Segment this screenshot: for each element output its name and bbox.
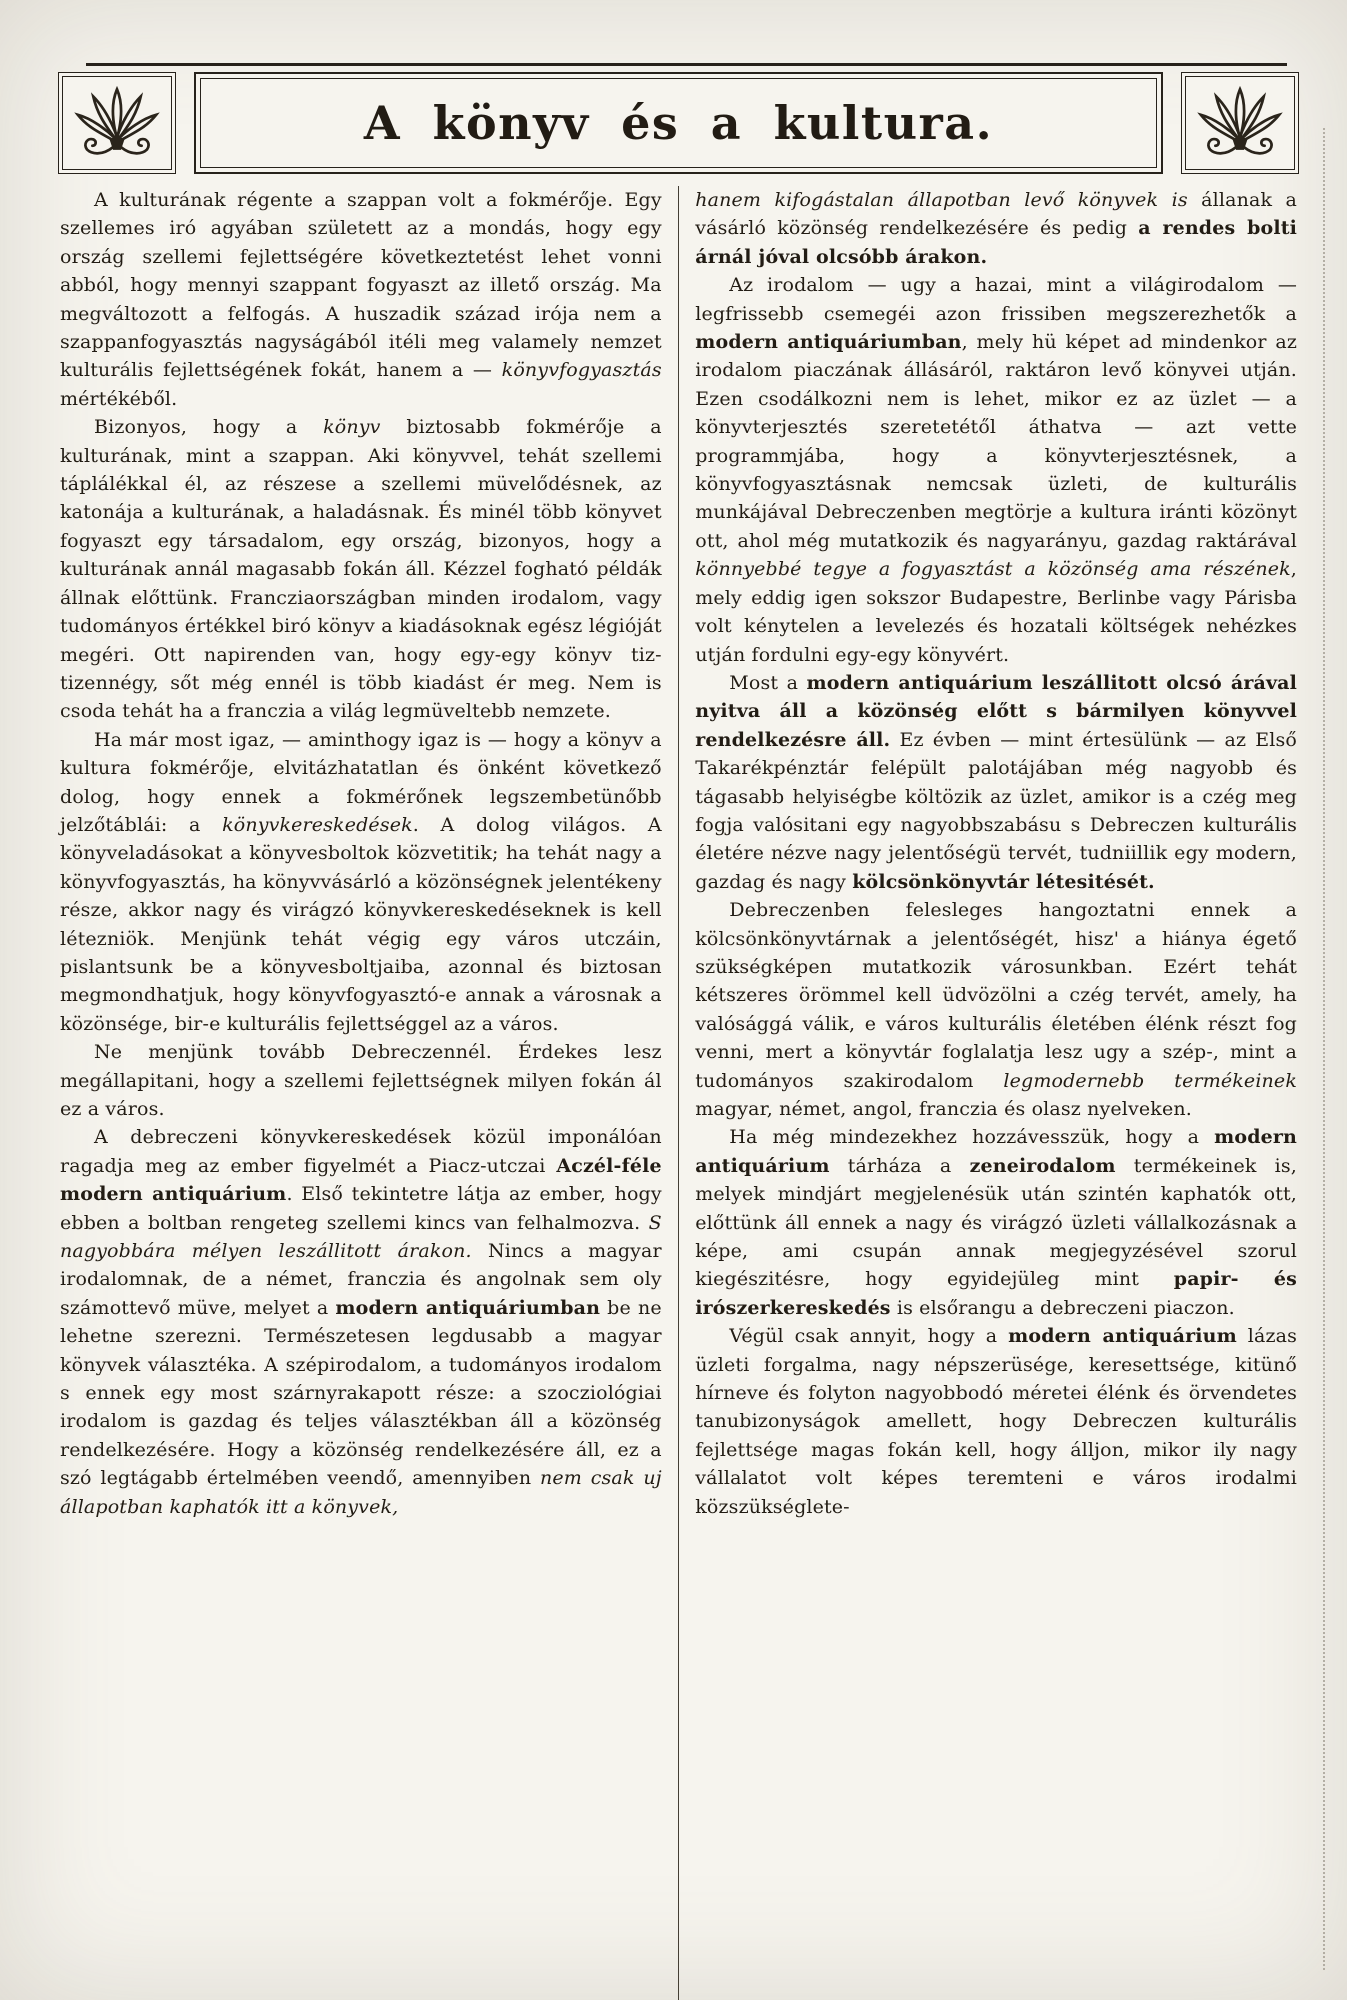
text-run: könyv (323, 416, 381, 439)
text-run: Ha már most igaz, — aminthogy igaz is — hogy a könyv a kultura fokmérője, elvitázhatatlan és önként következő dolog, hogy ennek a fokmérőnek legszembetünőbb jelzőtáblái: a (60, 728, 662, 836)
text-run: . A dolog világos. A könyveladásokat a könyvesboltok közvetitik; ha tehát nagy a könyvfogyasztás, ha könyvvásárló a közönségnek jelentékeny része, akkor nagy és virágzó könyvkereskedéseknek is kell létezniök. Menjünk tehát végig egy város utczáin, pislantsunk be a könyvesboltjaiba, azonnal és biztosan megmondhatjuk, hogy könyvfogyasztó-e annak a városnak a közönsége, bir-e kulturális fejlettséggel az a város. (60, 813, 662, 1035)
floral-ornament-icon (1194, 82, 1286, 164)
text-run: Aczél-féle modern antiquárium (60, 1154, 662, 1206)
text-run: Debreczenben felesleges hangoztatni ennek a kölcsönkönyvtárnak a jelentőségét, hisz' a hiánya égető szükségképen mutatkozik városunkban. Ezért tehát kétszeres örömmel kell üdvözölni a czég tervét, amely, ha valósággá válik, e város kulturális életében élénk részt fog venni, mert a könyvtár foglalatja lesz ugy a szép-, mint a tudományos szakirodalom (695, 899, 1297, 1092)
ornament-left (58, 72, 176, 174)
floral-ornament-icon (71, 82, 163, 164)
text-run: , mely eddig igen sokszor Budapestre, Berlinbe vagy Párisba volt kénytelen a levelezés és hozatali költségek nehézkes utján fordulni egy-egy könyvért. (695, 558, 1297, 666)
article-body (60, 186, 1297, 2000)
ornament-right-inner (1185, 76, 1295, 170)
paragraph (60, 413, 662, 725)
scan-edge-artifact (1323, 128, 1325, 1970)
text-run: , mely hü képet ad mindenkor az irodalom piaczának állásáról, raktáron levő könyvei utján. Ezen csodálkozni nem is lehet, mikor ez az üzlet — a könyvterjesztés szeretetétől áthatva — azt vette programmjába, hogy a könyvterjesztésnek, a könyvfogyasztásnak nemcsak üzleti, de kulturális munkájával Debreczenben megtörje a kultura iránti közönyt ott, ahol még mutatkozik és nagyarányu, gazdag raktárával (695, 331, 1298, 552)
text-run: modern antiquárium (695, 1126, 1297, 1177)
top-rule (86, 63, 1287, 66)
paragraph (695, 186, 1297, 271)
title-box (194, 72, 1163, 174)
paragraph (60, 726, 662, 1038)
text-run: zeneirodalom (969, 1154, 1116, 1177)
ornament-right (1181, 72, 1299, 174)
text-run: Végül csak annyit, hogy a (729, 1325, 1009, 1348)
text-run: be ne lehetne szerezni. Természetesen legdusabb a magyar könyvek választéka. A szépirodalom, a tudományos irodalom s ennek egy most szárnyrakapott része: a szocziológiai irodalom is gazdag és teljes választékban áll a közönség rendelkezésére. Hogy a közönség rendelkezésére áll, ez a szó legtágabb értelmében veendő, amennyiben (60, 1296, 662, 1490)
text-run: könnyebbé tegye a fogyasztást a közönség ama részének (695, 558, 1291, 581)
title-box-inner (200, 78, 1157, 168)
text-run: hanem kifogástalan állapotban levő könyvek is (695, 189, 1188, 211)
text-run: Ha még mindezekhez hozzávesszük, hogy a (729, 1126, 1215, 1149)
paragraph (60, 1038, 662, 1123)
text-run: Ne menjünk tovább Debreczennél. Érdekes lesz megállapitani, hogy a szellemi fejlettségnek milyen fokán ál ez a város. (60, 1041, 662, 1120)
text-run: . Első tekintetre látja az ember, hogy ebben a boltban rengeteg szellemi kincs van felhalmozva. (60, 1183, 662, 1234)
text-run: könyvfogyasztás (501, 359, 662, 382)
column-right (695, 186, 1297, 2000)
text-run: Bizonyos, hogy a (94, 416, 324, 439)
column-left (60, 186, 662, 2000)
paragraph (60, 1123, 662, 1521)
text-run: tárháza a (829, 1154, 970, 1177)
text-run: mértékéből. (60, 387, 178, 410)
paragraph (695, 271, 1297, 669)
column-divider (678, 186, 680, 2000)
text-run: A debreczeni könyvkereskedések közül imponálóan ragadja meg az ember figyelmét a Piacz-utczai (60, 1126, 662, 1177)
text-run: modern antiquáriumban (335, 1296, 601, 1319)
text-run: a rendes bolti árnál jóval olcsóbb árakon. (695, 217, 1297, 268)
text-run: lázas üzleti forgalma, nagy népszerüsége, keresettsége, kitünő hírneve és folyton nagyobbodó méretei élénk és örvendetes tanubizonyságok amellett, hogy Debreczen kulturális fejlettsége magas fokán kell, hogy álljon, mikor ily nagy vállalatot volt képes teremteni e város irodalmi közszükséglete- (695, 1325, 1297, 1518)
paragraph (695, 1123, 1297, 1322)
text-run: modern antiquáriumban (695, 331, 962, 354)
paragraph (695, 896, 1297, 1123)
text-run: Ez évben — mint értesülünk — az Első Takarékpénztár felépült palotájában még nagyobb és tágasabb helyiségbe költözik az üzlet, amikor is a czég meg fogja valósitani egy nagyobbszabásu s Debreczen kulturális életére nézve nagy jelentőségü tervét, tudniillik egy modern, gazdag és nagy (695, 728, 1297, 893)
text-run: könyvkereskedések (222, 813, 413, 836)
text-run: modern antiquárium (1008, 1325, 1237, 1348)
paragraph (695, 669, 1297, 896)
text-run: modern antiquárium leszállitott olcsó árával nyitva áll a közönség előtt s bármilyen könyvvel rendelkezésre áll. (695, 671, 1297, 751)
header (58, 72, 1299, 174)
text-run: Az irodalom — ugy a hazai, mint a világirodalom — legfrissebb csemegéi azon frissiben megszerezhetők a (695, 274, 1297, 325)
article-title: A könyv és a kultura. (363, 96, 994, 150)
text-run: nem csak uj állapotban kaphatók itt a könyvek, (60, 1467, 662, 1518)
paragraph (60, 186, 662, 413)
paragraph (695, 1322, 1297, 1521)
text-run: kölcsönkönyvtár létesitését. (852, 870, 1155, 893)
text-run: legmodernebb termékeinek (1003, 1069, 1297, 1092)
text-run: A kulturának régente a szappan volt a fokmérője. Egy szellemes iró agyában született az a mondás, hogy egy ország szellemi fejlettségére következtetést lehet vonni abból, hogy mennyi szappant fogyaszt az illető ország. Ma megváltozott a felfogás. A huszadik század irója nem a szappanfogyasztás nagyságából itéli meg valamely nemzet kulturális fejlettségének fokát, hanem a — (60, 189, 662, 382)
text-run: állanak a vásárló közönség rendelkezésére és pedig (695, 189, 1297, 240)
text-run: termékeinek is, melyek mindjárt megjelenésük után szintén kaphatók ott, előttünk áll ennek a nagy és virágzó üzleti vállalkozásnak a képe, ami csupán annak megjegyzésével szorul kiegészitésre, hogy egyidejüleg mint (695, 1154, 1297, 1291)
text-run: is elsőrangu a debreczeni piaczon. (890, 1296, 1235, 1319)
text-run: biztosabb fokmérője a kulturának, mint a szappan. Aki könyvvel, tehát szellemi táplálékkal él, az részese a szellemi müvelődésnek, az katonája a kulturának, a haladásnak. És minél több könyvet fogyaszt egy társadalom, egy ország, bizonyos, hogy a kulturának annál magasabb fokán áll. Kézzel fogható példák állnak előttünk. Francziaországban minden irodalom, vagy tudományos értékkel biró könyv a kiadásoknak egész légióját megéri. Ott napirenden van, hogy egy-egy könyv tiz-tizennégy, sőt még ennél is több kiadást ér meg. Nem is csoda tehát ha a franczia a világ legmüveltebb nemzete. (60, 416, 662, 723)
text-run: magyar, német, angol, franczia és olasz nyelveken. (695, 1098, 1192, 1120)
text-run: Most a (729, 671, 807, 694)
text-run: papir- és irószerkereskedés (695, 1268, 1297, 1319)
ornament-left-inner (62, 76, 172, 170)
text-run: S nagyobbára mélyen leszállitott árakon. (60, 1211, 662, 1263)
text-run: Nincs a magyar irodalomnak, de a német, franczia és angolnak sem oly számottevő müve, melyet a (60, 1240, 662, 1319)
